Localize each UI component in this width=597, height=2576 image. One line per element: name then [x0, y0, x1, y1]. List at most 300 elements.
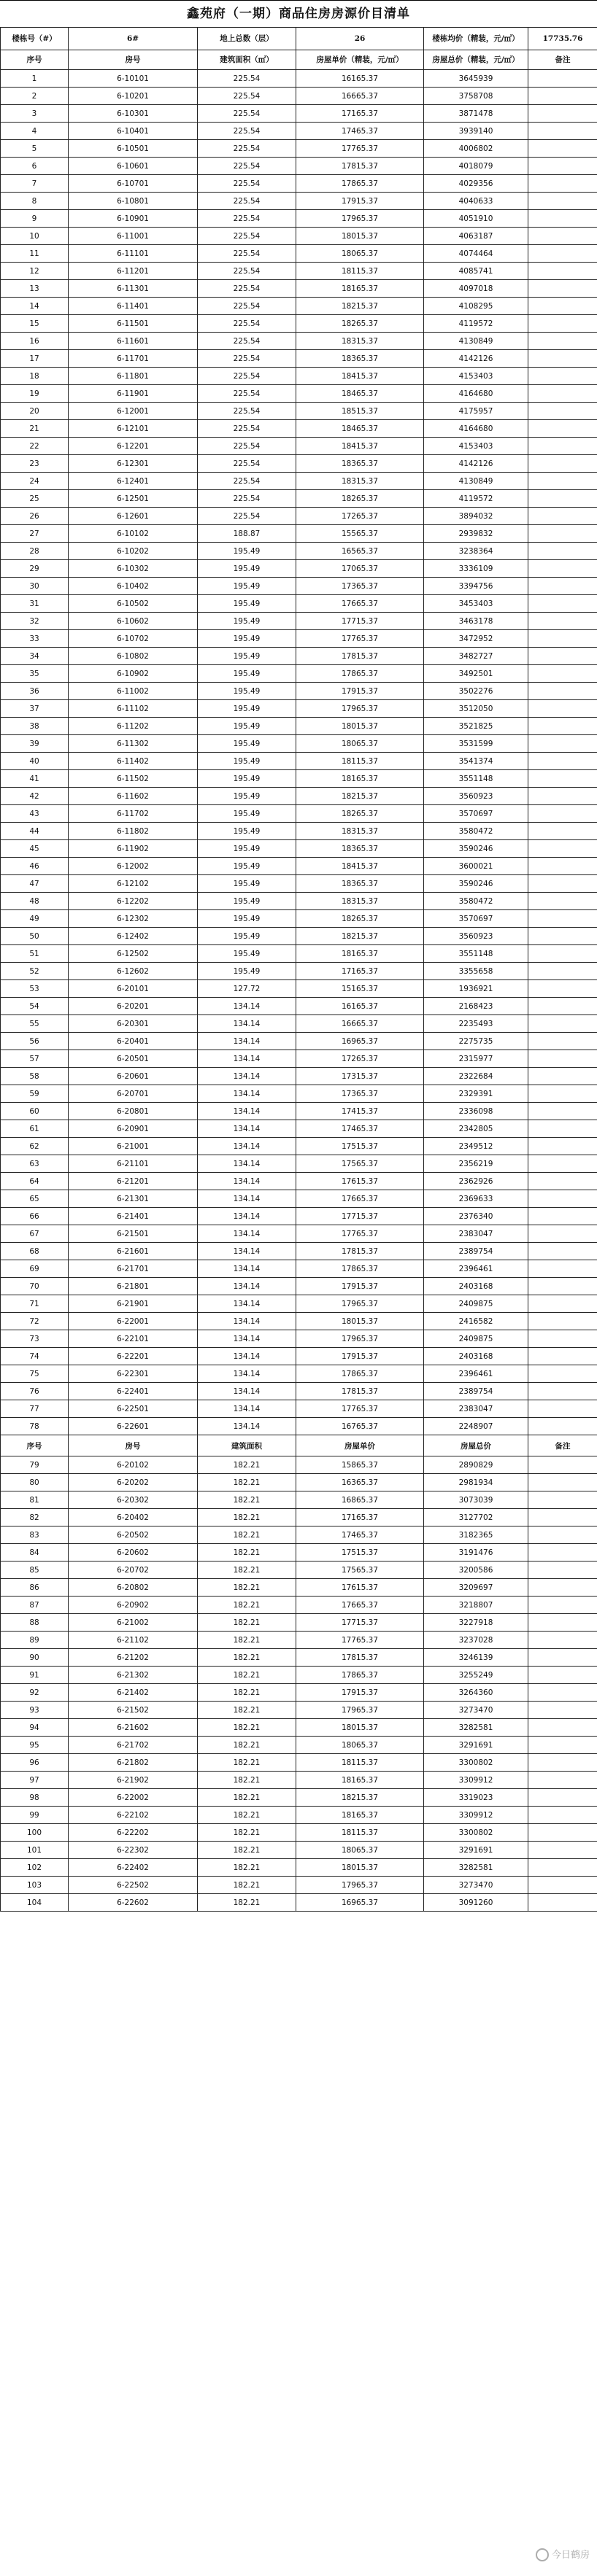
row-total-price: 4164680 — [424, 385, 528, 403]
row-total-price: 3580472 — [424, 893, 528, 910]
row-remark — [528, 455, 597, 473]
row-index: 72 — [1, 1313, 69, 1330]
row-unit-price: 17715.37 — [296, 613, 424, 630]
row-unit-price: 18065.37 — [296, 1737, 424, 1754]
row-total-price: 2329391 — [424, 1085, 528, 1103]
row-area: 225.54 — [198, 88, 296, 105]
row-area: 225.54 — [198, 438, 296, 455]
table-row — [1, 1068, 597, 1085]
row-unit: 6-10801 — [69, 193, 198, 210]
row-index: 41 — [1, 770, 69, 788]
row-index: 25 — [1, 490, 69, 508]
row-remark — [528, 1330, 597, 1348]
row-remark — [528, 1544, 597, 1561]
table-row — [1, 1894, 597, 1912]
col-header-unit-price: 房屋单价（精装，元/㎡） — [296, 50, 424, 70]
row-total-price: 2890829 — [424, 1456, 528, 1474]
row-area: 134.14 — [198, 1085, 296, 1103]
row-unit-price: 18265.37 — [296, 910, 424, 928]
row-index: 10 — [1, 228, 69, 245]
row-remark — [528, 193, 597, 210]
row-unit: 6-22501 — [69, 1400, 198, 1418]
row-area: 195.49 — [198, 630, 296, 648]
row-remark — [528, 1225, 597, 1243]
table-row — [1, 718, 597, 735]
row-total-price: 3127702 — [424, 1509, 528, 1526]
row-total-price: 2389754 — [424, 1243, 528, 1260]
row-area: 225.54 — [198, 245, 296, 263]
row-unit-price: 18165.37 — [296, 770, 424, 788]
row-area: 225.54 — [198, 123, 296, 140]
row-remark — [528, 823, 597, 840]
row-unit-price: 18365.37 — [296, 350, 424, 368]
row-unit: 6-22202 — [69, 1824, 198, 1842]
row-total-price: 2389754 — [424, 1383, 528, 1400]
row-unit-price: 18065.37 — [296, 735, 424, 753]
row-area: 134.14 — [198, 1033, 296, 1050]
row-area: 182.21 — [198, 1702, 296, 1719]
row-unit-price: 17315.37 — [296, 1068, 424, 1085]
row-unit: 6-20102 — [69, 1456, 198, 1474]
row-remark — [528, 368, 597, 385]
row-index: 69 — [1, 1260, 69, 1278]
row-unit-price: 18015.37 — [296, 1313, 424, 1330]
row-total-price: 3264360 — [424, 1684, 528, 1702]
row-total-price: 4142126 — [424, 455, 528, 473]
row-total-price: 3282581 — [424, 1719, 528, 1737]
row-area: 225.54 — [198, 228, 296, 245]
row-unit: 6-11602 — [69, 788, 198, 805]
row-total-price: 4040633 — [424, 193, 528, 210]
row-index: 51 — [1, 945, 69, 963]
row-unit-price: 17815.37 — [296, 1243, 424, 1260]
table-row — [1, 945, 597, 963]
table-row — [1, 1190, 597, 1208]
row-unit-price: 17765.37 — [296, 1632, 424, 1649]
row-remark — [528, 140, 597, 158]
row-index: 88 — [1, 1614, 69, 1632]
row-remark — [528, 858, 597, 875]
row-unit: 6-21102 — [69, 1632, 198, 1649]
row-index: 14 — [1, 298, 69, 315]
row-unit-price: 17965.37 — [296, 1877, 424, 1894]
row-total-price: 3319023 — [424, 1789, 528, 1807]
row-remark — [528, 1365, 597, 1383]
row-total-price: 3394756 — [424, 578, 528, 595]
row-index: 67 — [1, 1225, 69, 1243]
table-row — [1, 1033, 597, 1050]
row-total-price: 2342805 — [424, 1120, 528, 1138]
row-remark — [528, 1208, 597, 1225]
row-index: 99 — [1, 1807, 69, 1824]
row-total-price: 3227918 — [424, 1614, 528, 1632]
row-unit: 6-21902 — [69, 1772, 198, 1789]
row-unit: 6-20801 — [69, 1103, 198, 1120]
row-unit-price: 16665.37 — [296, 1015, 424, 1033]
row-area: 225.54 — [198, 333, 296, 350]
row-unit-price: 16365.37 — [296, 1474, 424, 1491]
row-area: 195.49 — [198, 875, 296, 893]
row-total-price: 2362926 — [424, 1173, 528, 1190]
table-row — [1, 840, 597, 858]
row-total-price: 4130849 — [424, 333, 528, 350]
row-area: 188.87 — [198, 525, 296, 543]
row-remark — [528, 1702, 597, 1719]
table-row — [1, 770, 597, 788]
table-row — [1, 805, 597, 823]
row-remark — [528, 1260, 597, 1278]
row-total-price: 2235493 — [424, 1015, 528, 1033]
row-unit: 6-22101 — [69, 1330, 198, 1348]
row-area: 134.14 — [198, 1278, 296, 1295]
row-total-price: 3309912 — [424, 1772, 528, 1789]
row-remark — [528, 1120, 597, 1138]
row-total-price: 2409875 — [424, 1295, 528, 1313]
row-index: 2 — [1, 88, 69, 105]
row-total-price: 4051910 — [424, 210, 528, 228]
row-area: 195.49 — [198, 910, 296, 928]
row-remark — [528, 1348, 597, 1365]
row-total-price: 3255249 — [424, 1667, 528, 1684]
row-area: 195.49 — [198, 753, 296, 770]
mid-header-cell: 房屋总价 — [424, 1435, 528, 1456]
row-area: 182.21 — [198, 1509, 296, 1526]
row-unit-price: 17815.37 — [296, 1383, 424, 1400]
row-remark — [528, 1561, 597, 1579]
row-area: 134.14 — [198, 1400, 296, 1418]
row-remark — [528, 1456, 597, 1474]
row-total-price: 3336109 — [424, 560, 528, 578]
row-index: 32 — [1, 613, 69, 630]
table-row — [1, 1684, 597, 1702]
row-total-price: 2981934 — [424, 1474, 528, 1491]
row-index: 38 — [1, 718, 69, 735]
row-index: 27 — [1, 525, 69, 543]
row-remark — [528, 1138, 597, 1155]
row-area: 134.14 — [198, 1295, 296, 1313]
row-remark — [528, 893, 597, 910]
row-index: 40 — [1, 753, 69, 770]
row-unit-price: 17865.37 — [296, 1260, 424, 1278]
row-remark — [528, 1597, 597, 1614]
row-unit: 6-12102 — [69, 875, 198, 893]
table-row — [1, 1313, 597, 1330]
table-row — [1, 1754, 597, 1772]
table-row — [1, 70, 597, 88]
row-total-price: 3073039 — [424, 1491, 528, 1509]
table-row — [1, 158, 597, 175]
row-area: 182.21 — [198, 1842, 296, 1859]
row-total-price: 3209697 — [424, 1579, 528, 1597]
row-index: 11 — [1, 245, 69, 263]
row-total-price: 2409875 — [424, 1330, 528, 1348]
row-unit-price: 18065.37 — [296, 245, 424, 263]
row-area: 225.54 — [198, 473, 296, 490]
row-area: 225.54 — [198, 280, 296, 298]
row-remark — [528, 1015, 597, 1033]
row-unit: 6-20602 — [69, 1544, 198, 1561]
row-index: 39 — [1, 735, 69, 753]
row-area: 182.21 — [198, 1544, 296, 1561]
row-index: 23 — [1, 455, 69, 473]
row-remark — [528, 805, 597, 823]
row-area: 134.14 — [198, 1190, 296, 1208]
row-index: 53 — [1, 980, 69, 998]
row-remark — [528, 210, 597, 228]
col-header-area: 建筑面积（㎡） — [198, 50, 296, 70]
row-index: 20 — [1, 403, 69, 420]
row-total-price: 2376340 — [424, 1208, 528, 1225]
row-area: 182.21 — [198, 1772, 296, 1789]
row-index: 1 — [1, 70, 69, 88]
table-row — [1, 525, 597, 543]
table-row — [1, 368, 597, 385]
row-total-price: 3472952 — [424, 630, 528, 648]
row-unit: 6-12302 — [69, 910, 198, 928]
row-area: 225.54 — [198, 193, 296, 210]
row-unit-price: 16965.37 — [296, 1894, 424, 1912]
row-unit: 6-11301 — [69, 280, 198, 298]
row-index: 103 — [1, 1877, 69, 1894]
row-unit: 6-11402 — [69, 753, 198, 770]
row-area: 182.21 — [198, 1579, 296, 1597]
row-total-price: 3453403 — [424, 595, 528, 613]
row-index: 50 — [1, 928, 69, 945]
table-row — [1, 1737, 597, 1754]
row-remark — [528, 490, 597, 508]
row-unit-price: 15165.37 — [296, 980, 424, 998]
row-remark — [528, 403, 597, 420]
row-index: 35 — [1, 665, 69, 683]
row-unit-price: 17265.37 — [296, 1050, 424, 1068]
row-total-price: 3463178 — [424, 613, 528, 630]
row-unit: 6-20202 — [69, 1474, 198, 1491]
table-row — [1, 700, 597, 718]
row-index: 78 — [1, 1418, 69, 1435]
table-row — [1, 858, 597, 875]
row-area: 127.72 — [198, 980, 296, 998]
row-unit: 6-20402 — [69, 1509, 198, 1526]
row-remark — [528, 1033, 597, 1050]
row-index: 84 — [1, 1544, 69, 1561]
row-index: 64 — [1, 1173, 69, 1190]
row-index: 49 — [1, 910, 69, 928]
row-total-price: 3645939 — [424, 70, 528, 88]
table-row — [1, 88, 597, 105]
row-area: 182.21 — [198, 1789, 296, 1807]
floors-label: 地上总数（层） — [198, 28, 296, 50]
row-area: 195.49 — [198, 613, 296, 630]
table-row — [1, 123, 597, 140]
row-unit: 6-20702 — [69, 1561, 198, 1579]
row-unit: 6-10901 — [69, 210, 198, 228]
row-total-price: 3291691 — [424, 1842, 528, 1859]
row-unit: 6-21402 — [69, 1684, 198, 1702]
row-area: 182.21 — [198, 1824, 296, 1842]
row-index: 96 — [1, 1754, 69, 1772]
row-remark — [528, 1824, 597, 1842]
row-total-price: 2356219 — [424, 1155, 528, 1173]
table-row — [1, 613, 597, 630]
row-unit: 6-12101 — [69, 420, 198, 438]
row-area: 225.54 — [198, 263, 296, 280]
row-area: 182.21 — [198, 1719, 296, 1737]
row-remark — [528, 385, 597, 403]
row-index: 54 — [1, 998, 69, 1015]
row-remark — [528, 1050, 597, 1068]
table-row — [1, 1330, 597, 1348]
row-index: 7 — [1, 175, 69, 193]
row-area: 182.21 — [198, 1526, 296, 1544]
price-table — [0, 27, 597, 1912]
avg-price-label: 楼栋均价（精装，元/㎡） — [424, 28, 528, 50]
row-unit-price: 17915.37 — [296, 1684, 424, 1702]
row-unit-price: 17615.37 — [296, 1579, 424, 1597]
row-unit: 6-22201 — [69, 1348, 198, 1365]
row-total-price: 2369633 — [424, 1190, 528, 1208]
row-unit: 6-10302 — [69, 560, 198, 578]
table-row — [1, 1243, 597, 1260]
watermark-text: 今日鹤房 — [551, 2549, 590, 2561]
row-unit: 6-11102 — [69, 700, 198, 718]
row-unit: 6-20802 — [69, 1579, 198, 1597]
row-unit-price: 17965.37 — [296, 700, 424, 718]
row-total-price: 3273470 — [424, 1877, 528, 1894]
table-row — [1, 1597, 597, 1614]
row-unit-price: 17065.37 — [296, 560, 424, 578]
row-remark — [528, 578, 597, 595]
row-total-price: 3551148 — [424, 770, 528, 788]
row-unit-price: 18415.37 — [296, 438, 424, 455]
row-remark — [528, 665, 597, 683]
row-unit-price: 17465.37 — [296, 1526, 424, 1544]
table-row — [1, 1614, 597, 1632]
row-unit-price: 18265.37 — [296, 805, 424, 823]
row-unit-price: 17915.37 — [296, 683, 424, 700]
table-row — [1, 1579, 597, 1597]
row-unit-price: 16765.37 — [296, 1418, 424, 1435]
row-area: 195.49 — [198, 735, 296, 753]
row-unit-price: 18315.37 — [296, 333, 424, 350]
row-total-price: 4153403 — [424, 368, 528, 385]
row-unit-price: 18165.37 — [296, 945, 424, 963]
row-area: 195.49 — [198, 770, 296, 788]
row-index: 85 — [1, 1561, 69, 1579]
row-total-price: 3273470 — [424, 1702, 528, 1719]
row-index: 29 — [1, 560, 69, 578]
row-remark — [528, 1684, 597, 1702]
row-unit-price: 18265.37 — [296, 315, 424, 333]
row-unit-price: 17765.37 — [296, 630, 424, 648]
table-row — [1, 1120, 597, 1138]
table-row — [1, 1348, 597, 1365]
table-row — [1, 1295, 597, 1313]
row-remark — [528, 298, 597, 315]
table-row — [1, 1719, 597, 1737]
table-row — [1, 1561, 597, 1579]
row-area: 182.21 — [198, 1737, 296, 1754]
row-remark — [528, 840, 597, 858]
row-unit: 6-22601 — [69, 1418, 198, 1435]
row-unit: 6-12401 — [69, 473, 198, 490]
row-unit: 6-20701 — [69, 1085, 198, 1103]
row-unit-price: 18215.37 — [296, 928, 424, 945]
row-index: 8 — [1, 193, 69, 210]
table-row — [1, 1491, 597, 1509]
row-area: 195.49 — [198, 595, 296, 613]
row-unit-price: 18115.37 — [296, 1754, 424, 1772]
row-remark — [528, 1894, 597, 1912]
row-unit-price: 17515.37 — [296, 1544, 424, 1561]
row-unit-price: 17415.37 — [296, 1103, 424, 1120]
row-remark — [528, 1474, 597, 1491]
table-row — [1, 1526, 597, 1544]
row-unit: 6-22102 — [69, 1807, 198, 1824]
row-total-price: 3237028 — [424, 1632, 528, 1649]
table-row — [1, 1667, 597, 1684]
row-index: 30 — [1, 578, 69, 595]
row-unit: 6-11701 — [69, 350, 198, 368]
mid-header-cell: 房屋单价 — [296, 1435, 424, 1456]
row-unit: 6-21502 — [69, 1702, 198, 1719]
row-unit: 6-21602 — [69, 1719, 198, 1737]
building-no-label: 楼栋号（#） — [1, 28, 69, 50]
row-unit-price: 18115.37 — [296, 263, 424, 280]
row-total-price: 2939832 — [424, 525, 528, 543]
row-area: 182.21 — [198, 1807, 296, 1824]
row-unit-price: 17865.37 — [296, 1365, 424, 1383]
table-row — [1, 998, 597, 1015]
row-remark — [528, 1754, 597, 1772]
row-index: 68 — [1, 1243, 69, 1260]
row-unit-price: 17865.37 — [296, 1667, 424, 1684]
row-area: 182.21 — [198, 1456, 296, 1474]
row-unit-price: 18315.37 — [296, 823, 424, 840]
table-row — [1, 1842, 597, 1859]
row-unit-price: 17765.37 — [296, 1400, 424, 1418]
row-unit: 6-21202 — [69, 1649, 198, 1667]
table-row — [1, 210, 597, 228]
table-row — [1, 1085, 597, 1103]
row-total-price: 3291691 — [424, 1737, 528, 1754]
row-unit-price: 16165.37 — [296, 998, 424, 1015]
row-area: 182.21 — [198, 1614, 296, 1632]
row-unit-price: 18365.37 — [296, 875, 424, 893]
row-index: 3 — [1, 105, 69, 123]
table-row — [1, 385, 597, 403]
row-total-price: 2383047 — [424, 1400, 528, 1418]
row-remark — [528, 1737, 597, 1754]
row-remark — [528, 158, 597, 175]
row-unit: 6-22401 — [69, 1383, 198, 1400]
row-index: 58 — [1, 1068, 69, 1085]
row-total-price: 4130849 — [424, 473, 528, 490]
col-header-unit: 房号 — [69, 50, 198, 70]
table-row — [1, 648, 597, 665]
row-total-price: 2336098 — [424, 1103, 528, 1120]
row-remark — [528, 1614, 597, 1632]
row-area: 195.49 — [198, 718, 296, 735]
row-remark — [528, 333, 597, 350]
row-index: 62 — [1, 1138, 69, 1155]
row-area: 182.21 — [198, 1649, 296, 1667]
row-unit: 6-10702 — [69, 630, 198, 648]
row-area: 134.14 — [198, 998, 296, 1015]
row-area: 134.14 — [198, 1155, 296, 1173]
row-index: 17 — [1, 350, 69, 368]
row-remark — [528, 560, 597, 578]
row-unit: 6-22002 — [69, 1789, 198, 1807]
